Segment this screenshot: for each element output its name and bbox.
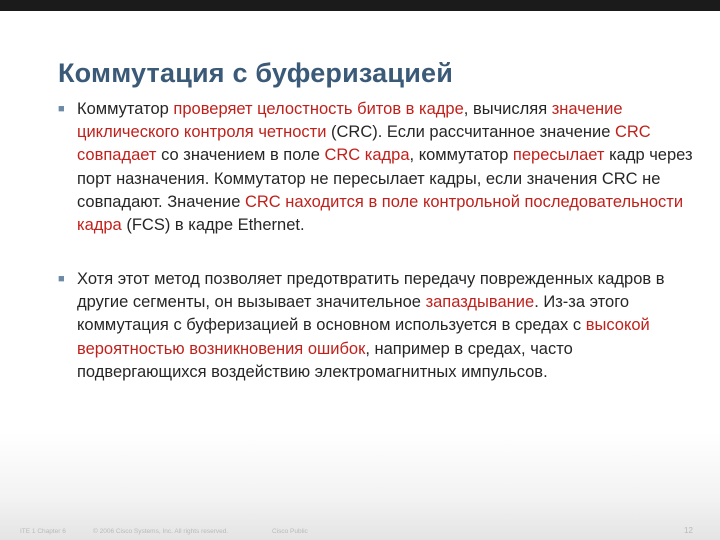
bullet-marker: ■ bbox=[58, 273, 65, 285]
top-bar bbox=[0, 0, 720, 11]
body-text: (FCS) в кадре Ethernet. bbox=[126, 216, 305, 235]
body-text: Коммутатор bbox=[77, 100, 174, 118]
slide-title: Коммутация с буферизацией bbox=[58, 58, 454, 88]
page-number: 12 bbox=[684, 526, 693, 535]
body-text: , например в средах, часто подвергающихся воздействию электромагнитных импульсов. bbox=[77, 339, 573, 381]
highlighted-text: высокой вероятностью возникновения ошибок bbox=[77, 316, 650, 358]
footer-chapter: ITE 1 Chapter 6 bbox=[20, 528, 66, 535]
bullet-text bbox=[77, 268, 698, 384]
highlighted-text: проверяет целостность битов в кадре bbox=[173, 100, 464, 118]
body-text: , коммутатор bbox=[409, 146, 513, 165]
body-text: (CRC). Если рассчитанное значение bbox=[331, 123, 615, 142]
highlighted-text: CRC совпадает bbox=[77, 123, 651, 165]
highlighted-text: CRC находится в поле контрольной последовательности кадра bbox=[77, 192, 684, 235]
bullet-marker: ■ bbox=[58, 103, 65, 115]
bullet-item bbox=[58, 98, 698, 237]
body-text: со значением в поле bbox=[156, 146, 325, 165]
highlighted-text: пересылает bbox=[512, 146, 605, 165]
body-text: Хотя этот метод позволяет предотвратить передачу поврежденных кадров в другие сегменты, он вызывает значительное bbox=[77, 270, 665, 312]
body-text: . Из-за этого коммутация с буферизацией в основном используется в средах с bbox=[77, 293, 630, 335]
body-text: кадр через порт назначения. Коммутатор не пересылает кадры, если значения CRC не совпадают. Значение bbox=[77, 146, 693, 211]
footer-classification: Cisco Public bbox=[272, 528, 308, 535]
highlighted-text: CRC кадра bbox=[324, 146, 410, 165]
bullet-item bbox=[58, 268, 698, 384]
highlighted-text: значение циклического контроля четности bbox=[77, 100, 623, 142]
highlighted-text: запаздывание bbox=[425, 293, 535, 312]
body-text: , вычисляя bbox=[463, 100, 552, 118]
bullet-text bbox=[77, 98, 698, 237]
footer-copyright: © 2006 Cisco Systems, Inc. All rights reserved. bbox=[93, 528, 229, 535]
